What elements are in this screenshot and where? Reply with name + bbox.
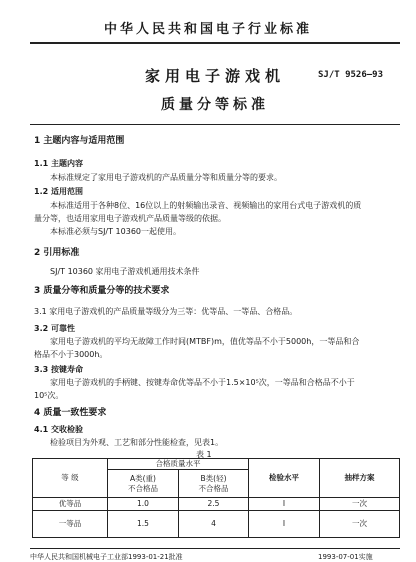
standard-number: SJ/T 9526—93 xyxy=(318,70,384,80)
title-line-1: 家用电子游戏机 xyxy=(144,67,285,85)
table-row-2-level: I xyxy=(248,510,320,538)
section-1-heading: 1 主题内容与适用范围 xyxy=(34,136,125,146)
section-2-text: SJ/T 10360 家用电子游戏机通用技术条件 xyxy=(50,267,200,276)
table-header-class-b-sub: 不合格品 xyxy=(198,483,229,493)
section-1-2-text-2: 量分等，也适用家用电子游戏机产品质量等级的依据。 xyxy=(34,214,226,223)
section-3-2-text-1: 家用电子游戏机的平均无故障工作时间(MTBF)m，值优等品不小于5000h，一等品和合 xyxy=(50,337,360,346)
section-1-2-text-3: 本标准必须与SJ/T 10360一起使用。 xyxy=(50,227,182,236)
table-header-level: 检验水平 xyxy=(248,458,320,498)
section-1-2-text-1: 本标准适用于各种8位、16位以上的射频输出录音、视频输出的家用台式电子游戏机的质 xyxy=(50,201,362,210)
implementation-date: 1993-07-01实施 xyxy=(318,553,373,561)
table-caption: 表 1 xyxy=(196,450,212,459)
section-4-1-heading: 4.1 交收检验 xyxy=(34,425,83,434)
section-3-3-text-2: 10⁵次。 xyxy=(34,391,64,400)
section-1-2-heading: 1.2 适用范围 xyxy=(34,187,83,196)
title-rule xyxy=(30,124,400,125)
section-4-1-text: 检验项目为外观、工艺和部分性能检查，见表1。 xyxy=(50,438,224,447)
table-header-defect: 合格质量水平 xyxy=(107,458,249,470)
title-line-2: 质量分等标准 xyxy=(161,97,269,113)
section-2-heading: 2 引用标准 xyxy=(34,248,80,258)
section-3-1-text: 3.1 家用电子游戏机的产品质量等级分为三等：优等品、一等品、合格品。 xyxy=(34,307,298,316)
header-rule xyxy=(30,42,400,44)
section-1-1-text: 本标准规定了家用电子游戏机的产品质量分等和质量分等的要求。 xyxy=(50,173,282,182)
quality-table xyxy=(32,458,400,562)
table-header-class-b xyxy=(178,469,249,498)
table-row-1-level: I xyxy=(248,497,320,511)
table-row-1-b: 2.5 xyxy=(178,497,249,511)
table-row-2-b: 4 xyxy=(178,510,249,538)
section-3-2-text-2: 格品不小于3000h。 xyxy=(34,350,108,359)
table-row-2-grade: 一等品 xyxy=(32,510,108,538)
issuing-body-header: 中华人民共和国电子行业标准 xyxy=(103,22,312,37)
table-row-1-grade: 优等品 xyxy=(32,497,108,511)
section-3-heading: 3 质量分等和质量分等的技术要求 xyxy=(34,286,170,296)
section-3-3-text-1: 家用电子游戏机的手柄键、按键寿命优等品不小于1.5×10⁵次，一等品和合格品不小于 xyxy=(50,378,355,387)
footer-rule xyxy=(30,548,400,549)
table-row-2-a: 1.5 xyxy=(107,510,179,538)
table-header-class-b-label: B类(轻) xyxy=(200,473,227,483)
table-header-plan: 抽样方案 xyxy=(319,458,400,498)
table-header-grade: 等 级 xyxy=(32,458,108,498)
table-header-class-a-label: A类(重) xyxy=(130,473,156,483)
approval-note: 中华人民共和国机械电子工业部1993-01-21批准 xyxy=(30,553,183,561)
section-3-2-heading: 3.2 可靠性 xyxy=(34,324,75,333)
table-header-class-a xyxy=(107,469,179,498)
table-row-1-a: 1.0 xyxy=(107,497,179,511)
table-row-2-plan: 一次 xyxy=(319,510,400,538)
section-1-1-heading: 1.1 主题内容 xyxy=(34,159,83,168)
table-header-class-a-sub: 不合格品 xyxy=(128,483,158,493)
section-4-heading: 4 质量一致性要求 xyxy=(34,408,107,418)
section-3-3-heading: 3.3 按键寿命 xyxy=(34,365,83,374)
table-row-1-plan: 一次 xyxy=(319,497,400,511)
